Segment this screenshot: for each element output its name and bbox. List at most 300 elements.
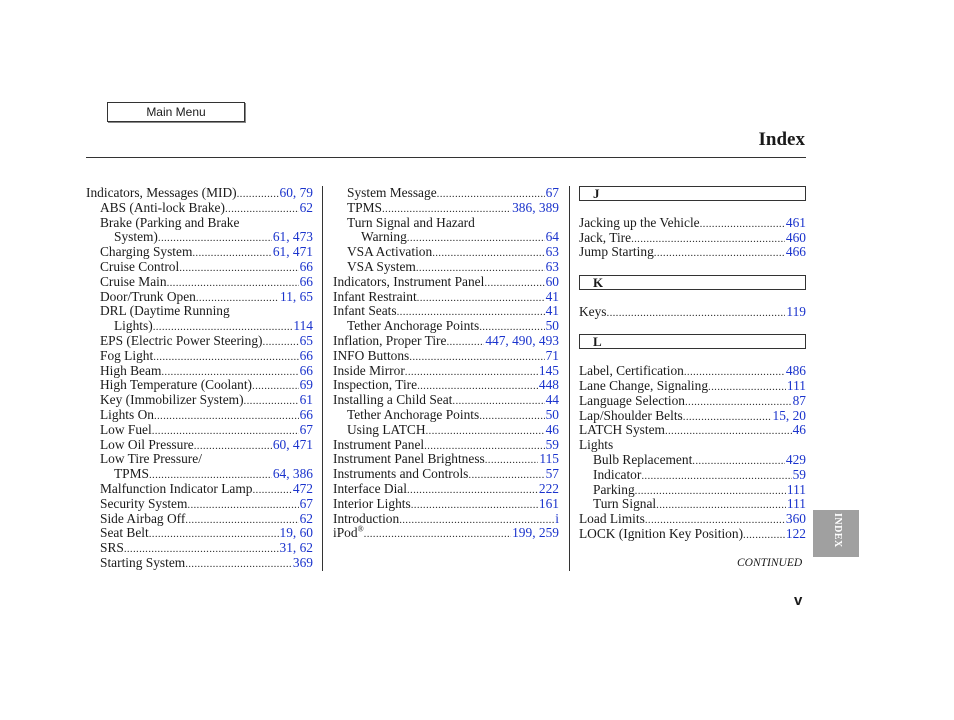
index-entry-text: Side Airbag Off	[100, 510, 186, 526]
page-refs: 31, 62	[279, 540, 313, 556]
index-entry-label	[579, 216, 700, 231]
registered-mark: ®	[357, 524, 364, 534]
index-entry-text: TPMS	[114, 466, 149, 482]
index-entry-text: INFO Buttons	[333, 347, 410, 363]
index-entry-label	[100, 349, 153, 364]
page-link[interactable]: 429	[785, 451, 806, 467]
index-entry-text: System Message	[347, 185, 437, 200]
page-link[interactable]: 46	[792, 422, 806, 438]
page-link[interactable]: 471	[292, 244, 313, 260]
index-entry	[579, 468, 806, 483]
index-entry-label	[100, 378, 252, 393]
index-entry-label	[579, 512, 645, 527]
page-refs: 60, 471	[272, 436, 313, 452]
page-refs	[545, 245, 559, 260]
page-link[interactable]: 67	[545, 185, 559, 200]
page-refs: 19, 60	[279, 525, 313, 541]
index-entry	[579, 453, 806, 468]
dot-leader	[417, 291, 545, 306]
dot-leader	[654, 246, 785, 261]
page-link[interactable]: 119	[786, 303, 806, 319]
page-refs: 447, 490, 493	[485, 332, 559, 348]
index-entry-text: Inside Mirror	[333, 362, 405, 378]
index-column-2	[333, 186, 559, 541]
index-entry-label	[579, 394, 685, 409]
index-entry-label	[579, 379, 708, 394]
index-entry-text: Instruments and Controls	[333, 466, 469, 482]
index-entry-text: LATCH System	[579, 422, 665, 438]
page-link[interactable]: 71	[545, 347, 559, 363]
index-entry-text: Low Tire Pressure/	[100, 451, 202, 467]
page-link[interactable]: 389	[538, 199, 559, 215]
index-entry-label	[100, 541, 124, 556]
page-link[interactable]: 31	[279, 540, 293, 556]
page-link[interactable]: 199	[512, 525, 533, 541]
page-link[interactable]: 259	[538, 525, 559, 541]
page-link[interactable]: 145	[538, 362, 559, 378]
page-refs	[538, 378, 559, 393]
index-entry-text: VSA System	[347, 258, 416, 274]
page-refs	[292, 556, 313, 571]
index-entry	[333, 201, 559, 216]
index-entry-text: LOCK (Ignition Key Position)	[579, 525, 744, 541]
index-entry-label	[100, 201, 225, 216]
index-entry	[86, 378, 313, 393]
index-entry-text: Malfunction Indicator Lamp	[100, 480, 253, 496]
index-entry	[333, 423, 559, 438]
spacer	[579, 260, 806, 275]
page-refs: 61, 473	[272, 229, 313, 245]
index-entry-text: Starting System	[100, 554, 186, 570]
index-entry-label	[333, 497, 411, 512]
page-link[interactable]: 11	[280, 288, 293, 304]
page-link[interactable]: 486	[785, 363, 806, 379]
page-link[interactable]: 161	[538, 495, 559, 511]
index-entry-label	[579, 409, 683, 424]
dot-leader	[700, 217, 785, 232]
side-tab-label: INDEX	[832, 513, 843, 548]
index-entry	[86, 334, 313, 349]
index-entry	[333, 482, 559, 497]
index-entry-text: Turn Signal and Hazard	[347, 214, 475, 230]
index-entry	[86, 556, 313, 571]
spacer	[579, 201, 806, 216]
index-entry	[333, 512, 559, 527]
index-entry	[333, 452, 559, 467]
index-entry	[579, 423, 806, 438]
page-link[interactable]: 473	[292, 229, 313, 245]
page-link[interactable]: 60	[279, 185, 293, 200]
page-link[interactable]: 360	[785, 511, 806, 527]
index-entry-label	[347, 423, 426, 438]
page-refs	[299, 364, 313, 379]
page-title: Index	[758, 129, 805, 150]
page-link[interactable]: 66	[299, 406, 313, 422]
page-refs	[292, 482, 313, 497]
page-link[interactable]: 63	[545, 244, 559, 260]
page-refs	[299, 423, 313, 438]
page-link[interactable]: 62	[299, 199, 313, 215]
page-link[interactable]: 61	[272, 244, 287, 260]
page-link[interactable]: 471	[292, 436, 313, 452]
page-link[interactable]: 63	[545, 258, 559, 274]
page-refs	[299, 408, 313, 423]
page-refs: 11, 65	[280, 288, 313, 304]
page-link[interactable]: 461	[785, 214, 806, 230]
index-entry	[579, 512, 806, 527]
dot-leader	[607, 306, 786, 321]
page-link[interactable]: 20	[792, 407, 806, 423]
index-side-tab[interactable]	[813, 510, 859, 557]
index-entry-label	[579, 305, 607, 320]
page-refs	[299, 334, 313, 349]
index-entry-text: Using LATCH	[347, 421, 426, 437]
index-entry-label	[333, 526, 364, 541]
index-entry-label	[593, 497, 656, 512]
page-refs	[786, 379, 806, 394]
page-refs	[545, 319, 559, 334]
index-entry-label	[579, 231, 631, 246]
section-letter-header: L	[579, 334, 806, 349]
page-refs: 15, 20	[772, 407, 806, 423]
index-entry	[579, 216, 806, 231]
index-entry-label	[593, 453, 692, 468]
index-entry-label	[333, 364, 405, 379]
page-link[interactable]: 386	[292, 466, 313, 482]
index-entry-label	[100, 512, 185, 527]
dot-leader	[656, 498, 786, 513]
index-entry-text: Keys	[579, 303, 607, 319]
index-entry	[86, 512, 313, 527]
page-link[interactable]: 122	[785, 525, 806, 541]
page-refs	[538, 482, 559, 497]
index-entry-label	[579, 527, 743, 542]
index-entry-label	[347, 245, 432, 260]
index-entry	[333, 408, 559, 423]
index-entry-label	[100, 216, 239, 231]
page-refs	[299, 497, 313, 512]
index-entry-text: Lights On	[100, 406, 154, 422]
page-link[interactable]: 61	[272, 229, 287, 245]
page-link[interactable]: 66	[299, 362, 313, 378]
page-refs: 64, 386	[272, 466, 313, 482]
index-entry-label	[100, 482, 252, 497]
index-entry	[333, 230, 559, 245]
page-link[interactable]: 60	[299, 525, 313, 541]
index-entry-text: Lights)	[114, 318, 153, 334]
page-link[interactable]: 59	[545, 436, 559, 452]
index-entry-label	[347, 408, 479, 423]
page-link[interactable]: 41	[545, 303, 559, 319]
page-link[interactable]: 386	[512, 199, 533, 215]
index-entry-text: Bulb Replacement	[593, 451, 693, 467]
index-entry-label	[579, 364, 684, 379]
dot-leader	[479, 409, 544, 424]
page-link[interactable]: 57	[545, 466, 559, 482]
page-link[interactable]: 67	[299, 495, 313, 511]
index-entry	[86, 319, 313, 334]
index-entry	[86, 541, 313, 556]
index-entry	[86, 467, 313, 482]
page-link[interactable]: 493	[538, 332, 559, 348]
index-entry	[579, 497, 806, 512]
index-entry-text: TPMS	[347, 199, 382, 215]
page-refs	[785, 245, 806, 260]
dot-leader	[407, 483, 538, 498]
index-entry-label	[347, 319, 479, 334]
page-link[interactable]: i	[555, 510, 559, 526]
page-link[interactable]: 111	[786, 481, 806, 497]
index-entry-label	[333, 275, 484, 290]
page-link[interactable]: 62	[299, 510, 313, 526]
index-entry-text: Cruise Control	[100, 258, 180, 274]
index-entry-text: iPod	[333, 525, 358, 541]
index-entry-text: SRS	[100, 540, 124, 556]
page-link[interactable]: 448	[538, 377, 559, 393]
page-link[interactable]: 41	[545, 288, 559, 304]
page-refs	[545, 230, 559, 245]
index-entry	[333, 334, 559, 349]
page-link[interactable]: 466	[785, 244, 806, 260]
page-refs: 61, 471	[272, 244, 313, 260]
index-entry-label	[114, 230, 158, 245]
index-entry-text: Label, Certification	[579, 363, 684, 379]
index-entry	[333, 260, 559, 275]
dot-leader	[244, 394, 299, 409]
index-entry	[333, 275, 559, 290]
page-link[interactable]: 447	[485, 332, 506, 348]
page-refs: 60, 79	[279, 185, 313, 200]
page-refs	[299, 260, 313, 275]
index-entry-text: VSA Activation	[347, 244, 433, 260]
index-entry	[333, 497, 559, 512]
page-refs	[792, 468, 806, 483]
index-entry-text: Inflation, Proper Tire	[333, 332, 447, 348]
index-entry-text: Fog Light	[100, 347, 154, 363]
dot-leader	[484, 276, 544, 291]
index-entry-label	[347, 186, 437, 201]
page-refs	[299, 201, 313, 216]
index-entry	[86, 423, 313, 438]
page-link[interactable]: 369	[292, 554, 313, 570]
page-link[interactable]: 111	[786, 377, 806, 393]
page-link[interactable]: 50	[545, 406, 559, 422]
dot-leader	[252, 483, 291, 498]
index-entry-text: Tether Anchorage Points	[347, 406, 480, 422]
dot-leader	[364, 527, 511, 542]
section-letter-header: K	[579, 275, 806, 290]
index-entry	[333, 364, 559, 379]
page-link[interactable]: 44	[545, 392, 559, 408]
index-entry	[86, 186, 313, 201]
index-entry-label	[333, 452, 485, 467]
page-link[interactable]: 115	[539, 451, 559, 467]
index-entry-text: System)	[114, 229, 158, 245]
index-entry-text: Inspection, Tire	[333, 377, 418, 393]
page-link[interactable]: 65	[299, 332, 313, 348]
index-entry	[86, 497, 313, 512]
page-link[interactable]: 19	[279, 525, 293, 541]
page-link[interactable]: 61	[299, 392, 313, 408]
page-link[interactable]: 67	[299, 421, 313, 437]
dot-leader	[237, 187, 279, 202]
index-entry-text: Lap/Shoulder Belts	[579, 407, 683, 423]
index-entry-label	[100, 245, 192, 260]
index-entry-text: ABS (Anti-lock Brake)	[100, 199, 225, 215]
index-entry-text: Cruise Main	[100, 273, 167, 289]
index-entry-text: Infant Seats	[333, 303, 397, 319]
index-entry-label	[333, 378, 417, 393]
index-entry	[579, 245, 806, 260]
index-entry	[333, 378, 559, 393]
dot-leader	[631, 232, 785, 247]
dot-leader	[153, 350, 298, 365]
index-entry-text: Key (Immobilizer System)	[100, 392, 244, 408]
dot-leader	[426, 424, 545, 439]
page-link[interactable]: 15	[772, 407, 786, 423]
page-link[interactable]: 111	[786, 496, 806, 512]
page-refs: 199, 259	[512, 525, 559, 541]
index-entry	[333, 245, 559, 260]
index-entry-text: Interior Lights	[333, 495, 411, 511]
index-entry-label	[100, 393, 244, 408]
dot-leader	[446, 335, 484, 350]
index-entry-text: Instrument Panel	[333, 436, 425, 452]
page-refs	[292, 319, 313, 334]
index-entry-text: Language Selection	[579, 392, 685, 408]
page-refs	[785, 231, 806, 246]
page-link[interactable]: 46	[545, 421, 559, 437]
page-link[interactable]: 87	[792, 392, 806, 408]
page-link[interactable]: 69	[299, 377, 313, 393]
page-refs	[545, 423, 559, 438]
dot-leader	[154, 409, 299, 424]
index-entry-label	[333, 290, 417, 305]
index-entry-label	[100, 408, 154, 423]
index-entry	[579, 483, 806, 498]
index-entry	[333, 438, 559, 453]
index-entry-text: Seat Belt	[100, 525, 149, 541]
page-link[interactable]: 66	[299, 258, 313, 274]
index-entry-label	[333, 467, 468, 482]
index-entry-label	[579, 438, 613, 453]
dot-leader	[692, 454, 785, 469]
page-refs	[538, 497, 559, 512]
page-link[interactable]: 472	[292, 480, 313, 496]
index-entry	[579, 438, 806, 453]
page-link[interactable]: 50	[545, 318, 559, 334]
index-entry-text: Interface Dial	[333, 480, 407, 496]
page-refs	[785, 364, 806, 379]
page-refs: 386, 389	[512, 199, 559, 215]
index-entry	[333, 216, 559, 231]
index-entry	[333, 393, 559, 408]
page-refs	[785, 305, 806, 320]
dot-leader	[635, 484, 786, 499]
page-refs	[545, 393, 559, 408]
index-entry-label	[579, 423, 665, 438]
index-entry	[86, 304, 313, 319]
page-refs	[792, 394, 806, 409]
page-refs	[785, 527, 806, 542]
page-link[interactable]: 66	[299, 347, 313, 363]
index-entry-text: High Beam	[100, 362, 162, 378]
page-link[interactable]: 64	[272, 466, 287, 482]
index-entry-label	[333, 393, 452, 408]
page-link[interactable]: 222	[538, 480, 559, 496]
index-entry-label	[593, 468, 641, 483]
main-menu-button[interactable]: Main Menu	[107, 102, 245, 122]
index-entry	[579, 305, 806, 320]
index-entry-text: Indicators, Instrument Panel	[333, 273, 485, 289]
dot-leader	[468, 468, 544, 483]
index-entry-label	[593, 483, 635, 498]
index-entry	[86, 290, 313, 305]
index-entry	[86, 230, 313, 245]
page-link[interactable]: 65	[299, 288, 313, 304]
continued-label: CONTINUED	[737, 557, 803, 569]
section-letter-header: J	[579, 186, 806, 201]
page-link[interactable]: 114	[293, 318, 313, 334]
index-entry-text: Indicator	[593, 466, 642, 482]
index-entry	[333, 319, 559, 334]
page-link[interactable]: 460	[785, 229, 806, 245]
page-refs	[545, 275, 559, 290]
index-entry-label	[100, 452, 202, 467]
page-link[interactable]: 66	[299, 273, 313, 289]
page-link[interactable]: 62	[299, 540, 313, 556]
dot-leader	[194, 439, 272, 454]
index-entry	[86, 438, 313, 453]
page-refs	[545, 304, 559, 319]
page-link[interactable]: 64	[545, 229, 559, 245]
dot-leader	[405, 365, 538, 380]
index-entry	[86, 408, 313, 423]
page-link[interactable]: 60	[272, 436, 287, 452]
index-entry-label	[347, 216, 475, 231]
index-entry-label	[100, 364, 161, 379]
index-entry-label	[333, 349, 409, 364]
index-entry	[86, 526, 313, 541]
index-entry	[86, 201, 313, 216]
index-entry-label	[347, 201, 382, 216]
index-entry	[86, 452, 313, 467]
page-refs	[545, 186, 559, 201]
index-entry-text: Instrument Panel Brightness	[333, 451, 485, 467]
page-refs	[786, 497, 806, 512]
dot-leader	[252, 379, 299, 394]
dot-leader	[192, 246, 271, 261]
page-refs	[299, 512, 313, 527]
dot-leader	[743, 528, 785, 543]
spacer	[579, 290, 806, 305]
index-entry-label	[86, 186, 237, 201]
index-entry-text: Warning	[361, 229, 407, 245]
page-link[interactable]: 490	[512, 332, 533, 348]
index-entry-label	[333, 482, 407, 497]
page-link[interactable]: 79	[299, 185, 313, 200]
index-entry-label	[333, 438, 424, 453]
page-link[interactable]: 59	[792, 466, 806, 482]
page-refs	[538, 452, 559, 467]
page-refs	[554, 512, 559, 527]
spacer	[579, 320, 806, 335]
page-link[interactable]: 60	[545, 273, 559, 289]
page-refs	[545, 438, 559, 453]
index-entry-text: Security System	[100, 495, 188, 511]
index-entry-label	[100, 423, 152, 438]
index-entry-label	[333, 334, 446, 349]
